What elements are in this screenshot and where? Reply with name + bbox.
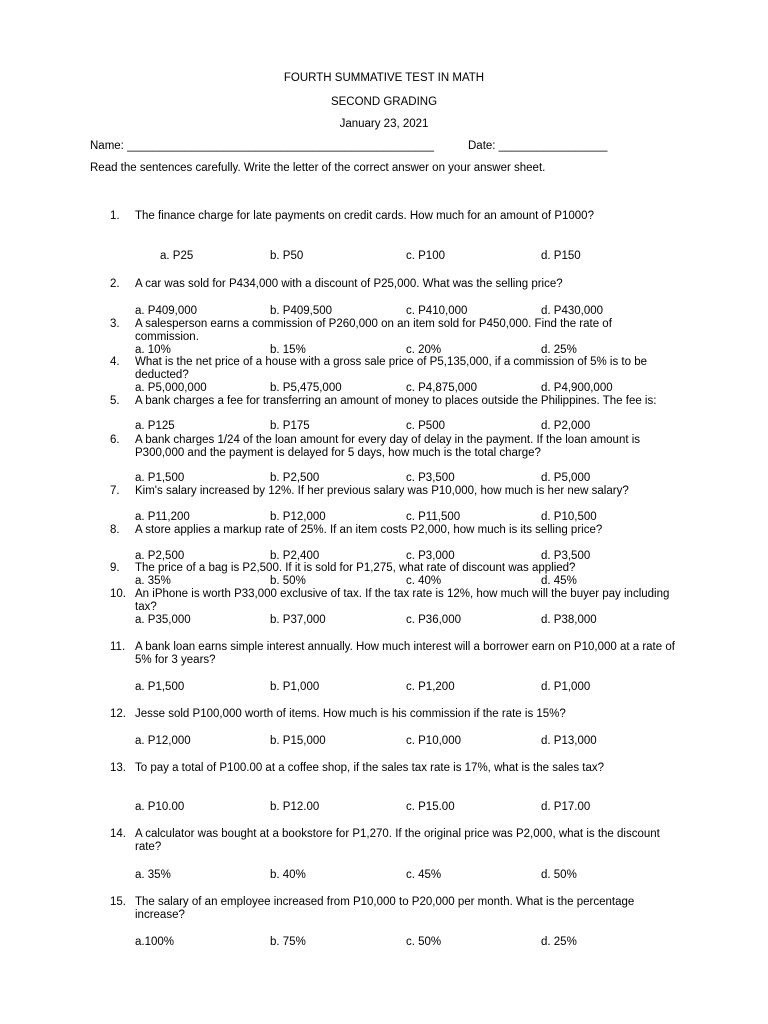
question-text: To pay a total of P100.00 at a coffee shop, if the sales tax rate is 17%, what is the sales tax? xyxy=(135,762,605,774)
question-text: Kim's salary increased by 12%. If her previous salary was P10,000, how much is her new salary? xyxy=(135,485,629,497)
answer-choice-a: a. P409,000 xyxy=(135,305,198,317)
answer-choice-b: b. P5,475,000 xyxy=(270,382,342,394)
question-number: 15. xyxy=(110,896,126,908)
date-line: Date: _________________ xyxy=(468,140,608,152)
test-title: FOURTH SUMMATIVE TEST IN MATH xyxy=(283,72,485,84)
answer-choice-d: d. P150 xyxy=(541,250,581,262)
answer-choice-a: a. P1,500 xyxy=(135,472,185,484)
answer-choice-a: a. 35% xyxy=(135,869,171,881)
instructions: Read the sentences carefully. Write the letter of the correct answer on your answer sheet. xyxy=(90,162,546,174)
answer-choice-b: b. P175 xyxy=(270,420,310,432)
question-number: 6. xyxy=(110,434,120,446)
answer-choice-b: b. P2,400 xyxy=(270,550,320,562)
question-number: 8. xyxy=(110,524,120,536)
test-subtitle: SECOND GRADING xyxy=(330,96,438,108)
answer-choice-b: b. P1,000 xyxy=(270,681,320,693)
answer-choice-b: b. 15% xyxy=(270,344,306,356)
answer-choice-c: c. P1,200 xyxy=(406,681,455,693)
answer-choice-c: c. P3,000 xyxy=(406,550,455,562)
answer-choice-a: a.100% xyxy=(135,936,175,948)
question-number: 7. xyxy=(110,485,120,497)
answer-choice-d: d. P430,000 xyxy=(541,305,604,317)
answer-choice-a: a. 10% xyxy=(135,344,171,356)
answer-choice-c: c. P36,000 xyxy=(406,614,461,626)
answer-choice-c: c. 20% xyxy=(406,344,442,356)
answer-choice-c: c. P10,000 xyxy=(406,735,461,747)
question-text: A car was sold for P434,000 with a discount of P25,000. What was the selling price? xyxy=(135,278,563,290)
question-number: 5. xyxy=(110,395,120,407)
answer-choice-a: a. P1,500 xyxy=(135,681,185,693)
answer-choice-a: a. P125 xyxy=(135,420,175,432)
answer-choice-d: d. 50% xyxy=(541,869,577,881)
question-number: 10. xyxy=(110,588,126,600)
answer-choice-c: c. P500 xyxy=(406,420,445,432)
answer-choice-d: d. P10,500 xyxy=(541,511,597,523)
question-number: 3. xyxy=(110,318,120,330)
question-text: A bank charges a fee for transferring an amount of money to places outside the Philippines. The fee is: xyxy=(135,395,657,407)
question-number: 12. xyxy=(110,708,126,720)
answer-choice-d: d. P38,000 xyxy=(541,614,597,626)
question-text: The price of a bag is P2,500. If it is sold for P1,275, what rate of discount was applied? xyxy=(135,562,576,574)
answer-choice-a: a. P5,000,000 xyxy=(135,382,207,394)
question-text: Jesse sold P100,000 worth of items. How much is his commission if the rate is 15%? xyxy=(135,708,566,720)
answer-choice-a: a. 35% xyxy=(135,575,171,587)
answer-choice-b: b. P37,000 xyxy=(270,614,326,626)
question-number: 1. xyxy=(110,210,120,222)
answer-choice-d: d. P2,000 xyxy=(541,420,591,432)
answer-choice-c: c. 50% xyxy=(406,936,442,948)
answer-choice-d: d. P3,500 xyxy=(541,550,591,562)
question-number: 4. xyxy=(110,356,120,368)
answer-choice-c: c. P3,500 xyxy=(406,472,455,484)
answer-choice-b: b. P50 xyxy=(270,250,304,262)
question-number: 13. xyxy=(110,762,126,774)
answer-choice-c: c. 40% xyxy=(406,575,442,587)
answer-choice-d: d. P5,000 xyxy=(541,472,591,484)
answer-choice-a: a. P25 xyxy=(160,250,194,262)
answer-choice-c: c. P100 xyxy=(406,250,445,262)
question-text: A salesperson earns a commission of P260,000 on an item sold for P450,000. Find the rate of commission. xyxy=(135,318,612,343)
name-line: Name: ________________________________________________ xyxy=(90,140,435,152)
question-text: The finance charge for late payments on credit cards. How much for an amount of P1000? xyxy=(135,210,594,222)
question-text: What is the net price of a house with a gross sale price of P5,135,000, if a commission of 5% is to be deducted? xyxy=(135,356,648,381)
answer-choice-d: d. P13,000 xyxy=(541,735,597,747)
question-text: An iPhone is worth P33,000 exclusive of tax. If the tax rate is 12%, how much will the buyer pay including tax? xyxy=(135,588,670,613)
test-date: January 23, 2021 xyxy=(339,118,429,130)
answer-choice-c: c. P4,875,000 xyxy=(406,382,477,394)
answer-choice-d: d. P4,900,000 xyxy=(541,382,613,394)
question-text: The salary of an employee increased from P10,000 to P20,000 per month. What is the percentage increase? xyxy=(135,896,635,921)
answer-choice-d: d. P17.00 xyxy=(541,801,591,813)
answer-choice-b: b. 40% xyxy=(270,869,306,881)
answer-choice-d: d. 45% xyxy=(541,575,577,587)
question-number: 11. xyxy=(110,641,126,653)
answer-choice-b: b. P12.00 xyxy=(270,801,320,813)
answer-choice-a: a. P35,000 xyxy=(135,614,191,626)
answer-choice-c: c. 45% xyxy=(406,869,442,881)
answer-choice-a: a. P12,000 xyxy=(135,735,191,747)
question-text: A calculator was bought at a bookstore for P1,270. If the original price was P2,000, what is the discount rate? xyxy=(135,828,660,853)
answer-choice-c: c. P15.00 xyxy=(406,801,455,813)
question-text: A bank loan earns simple interest annually. How much interest will a borrower earn on P10,000 at a rate of 5% for 3 years? xyxy=(135,641,675,666)
answer-choice-c: c. P11,500 xyxy=(406,511,461,523)
answer-choice-a: a. P2,500 xyxy=(135,550,185,562)
question-number: 2. xyxy=(110,278,120,290)
answer-choice-b: b. 50% xyxy=(270,575,306,587)
answer-choice-c: c. P410,000 xyxy=(406,305,468,317)
answer-choice-d: d. P1,000 xyxy=(541,681,591,693)
answer-choice-d: d. 25% xyxy=(541,936,577,948)
answer-choice-b: b. P2,500 xyxy=(270,472,320,484)
question-number: 9. xyxy=(110,562,120,574)
answer-choice-d: d. 25% xyxy=(541,344,577,356)
question-number: 14. xyxy=(110,828,126,840)
answer-choice-b: b. P15,000 xyxy=(270,735,326,747)
answer-choice-b: b. P12,000 xyxy=(270,511,326,523)
question-text: A store applies a markup rate of 25%. If an item costs P2,000, how much is its selling price? xyxy=(135,524,603,536)
question-text: A bank charges 1/24 of the loan amount for every day of delay in the payment. If the loan amount is P300,000 and the payment is delayed for 5 days, how much is the total charge? xyxy=(135,434,641,459)
answer-choice-a: a. P11,200 xyxy=(135,511,190,523)
answer-choice-a: a. P10.00 xyxy=(135,801,185,813)
answer-choice-b: b. 75% xyxy=(270,936,306,948)
answer-choice-b: b. P409,500 xyxy=(270,305,333,317)
